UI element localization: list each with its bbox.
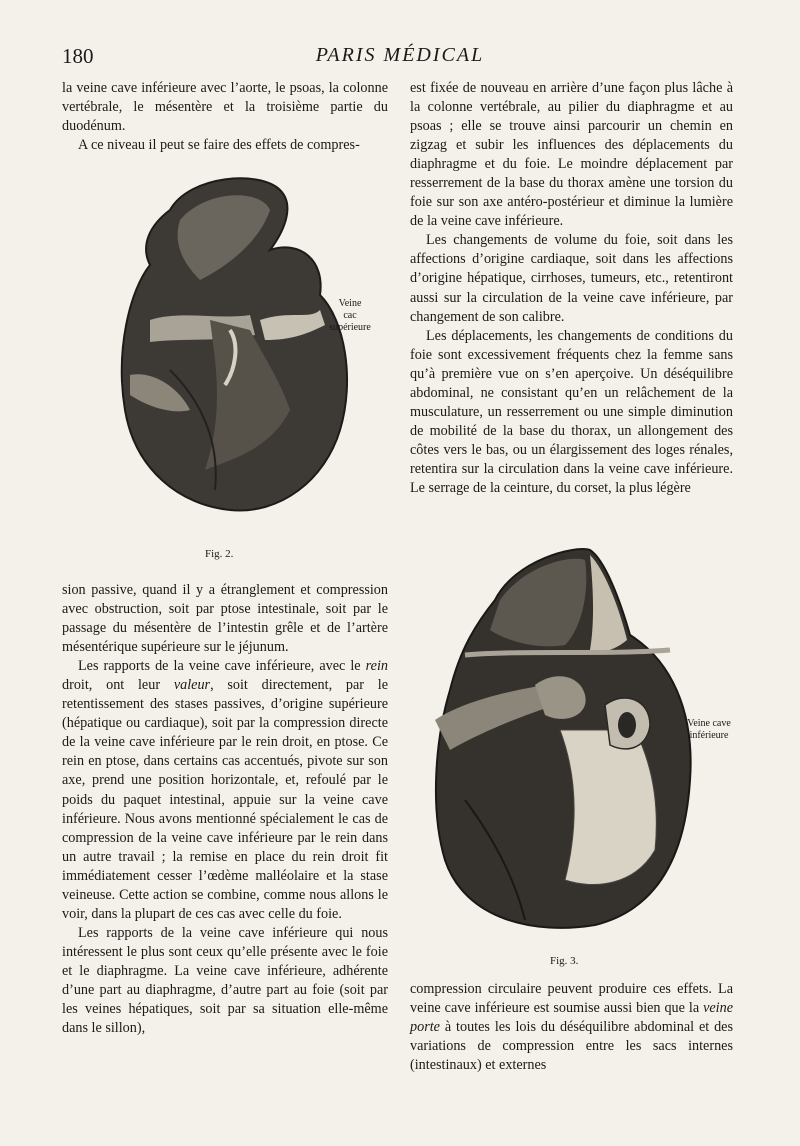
text-run: , soit directement, par le retentissement des stases passives, d’origine supérieure (hépatique ou cardiaque), soit par la compression directe de la veine cave inférieure par le rein droit, en ptose. Ce rein en ptose, dans certains cas accentués, pivote sur son axe, prend une position horizontale, et, refoulé par le poids du paquet intestinal, appuie sur la veine cave inférieure. Nous avons mentionné spécialement le cas de compression de la veine cave inférieure par le rein dans un autre travail ; la remise en place du rein droit fit immédiatement cesser l’œdème malléolaire et la stase veineuse. Cette action se combine, comme nous allons le voir, dans la plupart de ces cas avec celle du foie. <box>62 677 388 922</box>
label-line: supérieure <box>329 322 371 333</box>
label-veine-cave-superieure <box>315 298 385 334</box>
liver-illustration-fig3 <box>405 540 745 970</box>
label-line: inférieure <box>689 730 729 741</box>
running-title: PARIS MÉDICAL <box>315 44 485 66</box>
liver-illustration-fig2 <box>110 170 390 560</box>
text-run: compression circulaire peuvent produire ces effets. La veine cave inférieure est soumise aussi bien que la <box>410 981 733 1017</box>
paragraph: Les déplacements, les changements de conditions du foie sont excessivement fréquents chez la femme sans qu’à première vue on s’en aperçoive. Un déséquilibre abdominal, ne consistant qu’en un relâchement de la musculature, un resserrement ou une simple diminution de mobilité de la base du thorax, un allongement des côtes vers le bas, ou un élargissement des loges rénales, retentira sur la circulation dans la veine cave inférieure. Le serrage de la ceinture, du corset, la plus légère <box>410 327 733 496</box>
text-run: à toutes les lois du déséquilibre abdominal et des variations de compression entre les sacs internes (intestinaux) et externes <box>410 1019 733 1074</box>
paragraph: sion passive, quand il y a étranglement et compression avec obstruction, soit par ptose intestinale, soit par le passage du mésentère de l’intestin grêle et de l’artère mésentérique supérieure sur le jéjunum. <box>62 582 388 656</box>
figure-3-caption: Fig. 3. <box>550 955 579 967</box>
paragraph <box>410 980 733 1075</box>
paragraph: Les changements de volume du foie, soit dans les affections d’origine cardiaque, soit dans les affections d’origine hépatique, cirrhoses, tumeurs, etc., retentiront aussi sur la circulation de la veine cave inférieure, par changement de son calibre. <box>410 232 733 325</box>
page-number: 180 <box>62 44 94 68</box>
right-column-top <box>410 79 733 498</box>
figure-2-caption: Fig. 2. <box>205 548 234 560</box>
text-run: droit, ont leur <box>62 677 174 694</box>
label-line: cac <box>343 310 357 321</box>
paragraph: est fixée de nouveau en arrière d’une façon plus lâche à la colonne vertébrale, au pilier du diaphragme et au psoas ; elle se trouve ainsi parcourir un chemin en zigzag et subir les influences des déplacements du diaphragme et du foie. Le moindre déplacement par resserrement de la base du thorax amène une torsion du foie sur son axe antéro-postérieur et diminue la lumière de la veine cave inférieure. <box>410 80 733 230</box>
right-column-bottom <box>410 980 733 1075</box>
paragraph: Les rapports de la veine cave inférieure qui nous intéressent le plus sont ceux qu’elle présente avec le foie et le diaphragme. La veine cave inférieure, adhérente d’une part au diaphragme, d’autre part au foie (soit par les veines hépatiques, soit par sa situation elle-même dans le sillon), <box>62 924 388 1037</box>
figure-2 <box>110 170 390 560</box>
label-veine-cave-inferieure <box>673 718 745 742</box>
label-line: Veine <box>338 298 362 309</box>
text-run: Les rapports de la veine cave inférieure, avec le <box>78 658 366 675</box>
paragraph <box>62 657 388 924</box>
label-line: Veine cave <box>687 718 731 729</box>
figure-3 <box>405 540 745 970</box>
left-column-bottom <box>62 581 388 1038</box>
left-column-top <box>62 79 388 155</box>
emphasis: veine porte <box>410 1000 733 1036</box>
paragraph: A ce niveau il peut se faire des effets de compres- <box>78 137 360 154</box>
emphasis: rein <box>365 658 388 675</box>
paragraph: la veine cave inférieure avec l’aorte, le psoas, la colonne vertébrale, le mésentère et la troisième partie du duodénum. <box>62 80 388 135</box>
emphasis: valeur <box>173 677 211 694</box>
